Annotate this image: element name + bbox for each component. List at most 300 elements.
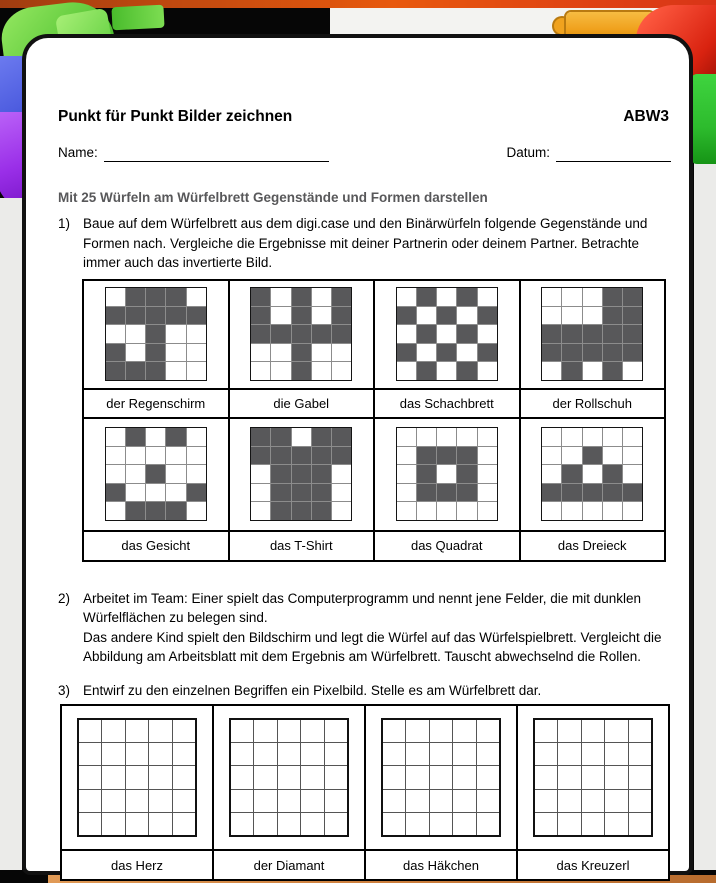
puzzle-piece-green-right (691, 74, 716, 164)
pixel-image-cell (520, 280, 666, 389)
empty-cell[interactable] (173, 790, 195, 812)
empty-cell[interactable] (453, 720, 475, 742)
pixel-cell-light (166, 344, 185, 362)
pixel-cell-light (126, 484, 145, 502)
pixel-cell-light (126, 325, 145, 343)
pixel-cell-dark (292, 484, 311, 502)
pixel-cell-dark (166, 307, 185, 325)
empty-cell[interactable] (102, 743, 124, 765)
empty-cell[interactable] (535, 720, 557, 742)
pixel-cell-dark (583, 447, 602, 465)
pixel-cell-light (166, 325, 185, 343)
pixel-cell-dark (292, 502, 311, 520)
page-margin-right (694, 160, 716, 870)
empty-cell[interactable] (582, 720, 604, 742)
pixel-cell-dark (126, 428, 145, 446)
empty-cell[interactable] (383, 766, 405, 788)
pixel-cell-light (478, 428, 497, 446)
pixel-cell-dark (397, 307, 416, 325)
empty-cell[interactable] (477, 813, 499, 835)
empty-cell[interactable] (477, 790, 499, 812)
pixel-cell-dark (332, 325, 351, 343)
empty-cell[interactable] (453, 790, 475, 812)
pixel-cell-light (437, 288, 456, 306)
empty-cell[interactable] (383, 790, 405, 812)
empty-cell[interactable] (558, 743, 580, 765)
pixel-cell-dark (312, 447, 331, 465)
pixel-cell-dark (603, 325, 622, 343)
pixel-cell-dark (106, 307, 125, 325)
empty-cell[interactable] (629, 813, 651, 835)
empty-cell[interactable] (325, 790, 347, 812)
empty-cell[interactable] (149, 790, 171, 812)
empty-cell[interactable] (231, 720, 253, 742)
pixel-cell-light (397, 325, 416, 343)
pixel-grid-dreieck (541, 427, 643, 521)
pixel-cell-light (106, 288, 125, 306)
pixel-cell-light (437, 362, 456, 380)
empty-cell[interactable] (102, 720, 124, 742)
pixel-cell-light (623, 465, 642, 483)
empty-cell[interactable] (582, 790, 604, 812)
pixel-cell-dark (417, 484, 436, 502)
pixel-cell-light (583, 288, 602, 306)
pixel-cell-dark (271, 484, 290, 502)
pixel-cell-dark (437, 447, 456, 465)
design-label: das Herz (61, 850, 213, 880)
empty-cell[interactable] (477, 720, 499, 742)
empty-cell[interactable] (173, 813, 195, 835)
task-3-text: Entwirf zu den einzelnen Begriffen ein Pixelbild. Stelle es am Würfelbrett dar. (83, 682, 542, 698)
pixel-label: das Dreieck (520, 531, 666, 561)
pixel-cell-dark (312, 465, 331, 483)
pixel-cell-light (623, 447, 642, 465)
pixel-cell-dark (332, 307, 351, 325)
empty-cell[interactable] (406, 720, 428, 742)
empty-cell[interactable] (102, 790, 124, 812)
pixel-cell-dark (332, 288, 351, 306)
date-label: Datum: (506, 145, 550, 160)
pixel-cell-dark (292, 288, 311, 306)
empty-cell[interactable] (79, 813, 101, 835)
pixel-grid-schachbrett (396, 287, 498, 381)
pixel-cell-light (397, 428, 416, 446)
empty-grid-herz[interactable] (77, 718, 197, 837)
pixel-image-cell (229, 280, 375, 389)
pixel-cell-dark (603, 465, 622, 483)
empty-grid-diamant[interactable] (229, 718, 349, 837)
pixel-cell-light (187, 325, 206, 343)
empty-cell[interactable] (254, 743, 276, 765)
empty-cell[interactable] (582, 743, 604, 765)
empty-cell[interactable] (430, 743, 452, 765)
empty-cell[interactable] (278, 743, 300, 765)
empty-cell[interactable] (79, 790, 101, 812)
pixel-image-cell (520, 418, 666, 531)
pixel-cell-light (146, 447, 165, 465)
empty-cell[interactable] (629, 720, 651, 742)
pixel-cell-light (332, 344, 351, 362)
pixel-cell-dark (437, 344, 456, 362)
pixel-cell-light (437, 465, 456, 483)
empty-cell[interactable] (79, 743, 101, 765)
pixel-cell-dark (292, 362, 311, 380)
empty-cell[interactable] (149, 766, 171, 788)
pixel-cell-dark (457, 484, 476, 502)
pixel-cell-dark (292, 344, 311, 362)
pixel-cell-light (251, 502, 270, 520)
pixel-cell-light (126, 447, 145, 465)
pixel-cell-light (397, 502, 416, 520)
pixel-cell-light (457, 428, 476, 446)
pixel-grid-rollschuh (541, 287, 643, 381)
task-2-paragraph-1: Arbeitet im Team: Einer spielt das Computerprogramm und nennt jene Felder, die mit dunklen Würfelflächen zu belegen sind. (83, 590, 642, 625)
pixel-cell-light (271, 344, 290, 362)
empty-cell[interactable] (406, 743, 428, 765)
design-grids-table (60, 704, 670, 881)
pixel-cell-dark (271, 325, 290, 343)
pixel-cell-light (271, 362, 290, 380)
empty-cell[interactable] (301, 813, 323, 835)
pixel-cell-light (478, 465, 497, 483)
pixel-cell-dark (583, 325, 602, 343)
empty-cell[interactable] (453, 743, 475, 765)
pixel-cell-light (542, 428, 561, 446)
task-2-paragraph-2: Das andere Kind spielt den Bildschirm und legt die Würfel auf das Würfelspielbrett. Vergleicht die Abbildung am Arbeitsblatt mit dem Ergebnis am Würfelbrett. Tauscht abwechselnd die Rollen. (83, 629, 662, 664)
worksheet-code: ABW3 (623, 108, 669, 125)
empty-cell[interactable] (325, 720, 347, 742)
empty-cell[interactable] (149, 813, 171, 835)
pixel-label: das Schachbrett (374, 389, 520, 418)
pixel-cell-dark (126, 307, 145, 325)
task-1-number: 1) (58, 216, 71, 231)
empty-cell[interactable] (605, 720, 627, 742)
pixel-cell-light (126, 465, 145, 483)
empty-cell[interactable] (325, 813, 347, 835)
pixel-cell-light (126, 344, 145, 362)
task-3 (58, 681, 671, 701)
empty-cell[interactable] (278, 790, 300, 812)
pixel-cell-dark (126, 288, 145, 306)
empty-cell[interactable] (254, 813, 276, 835)
empty-grid-cell[interactable] (61, 705, 213, 850)
pixel-cell-light (166, 484, 185, 502)
page-content (26, 38, 689, 871)
empty-cell[interactable] (430, 720, 452, 742)
pixel-cell-light (166, 362, 185, 380)
pixel-cell-dark (417, 465, 436, 483)
name-blank-line[interactable] (104, 146, 329, 162)
pixel-cell-dark (478, 307, 497, 325)
page-margin-left (0, 198, 22, 870)
pixel-cell-dark (271, 447, 290, 465)
empty-cell[interactable] (301, 720, 323, 742)
pixel-cell-dark (623, 307, 642, 325)
pixel-cell-dark (457, 447, 476, 465)
empty-cell[interactable] (126, 766, 148, 788)
pixel-cell-light (312, 362, 331, 380)
pixel-cell-light (457, 344, 476, 362)
pixel-cell-light (332, 362, 351, 380)
pixel-cell-dark (332, 447, 351, 465)
pixel-cell-light (562, 307, 581, 325)
empty-cell[interactable] (231, 813, 253, 835)
empty-cell[interactable] (605, 813, 627, 835)
top-color-bar (0, 0, 716, 8)
task-3-number: 3) (58, 682, 71, 698)
pixel-cell-dark (126, 362, 145, 380)
pixel-cell-light (187, 447, 206, 465)
pixel-cell-dark (106, 362, 125, 380)
pixel-cell-dark (417, 362, 436, 380)
pixel-cell-light (583, 428, 602, 446)
empty-cell[interactable] (102, 813, 124, 835)
empty-cell[interactable] (301, 790, 323, 812)
date-blank-line[interactable] (556, 146, 671, 162)
pixel-cell-dark (271, 428, 290, 446)
empty-cell[interactable] (605, 743, 627, 765)
empty-cell[interactable] (535, 743, 557, 765)
pixel-cell-light (542, 362, 561, 380)
pixel-cell-dark (623, 325, 642, 343)
pixel-cell-light (146, 484, 165, 502)
pixel-cell-dark (542, 325, 561, 343)
empty-cell[interactable] (582, 813, 604, 835)
pixel-cell-light (146, 428, 165, 446)
pixel-image-cell (229, 418, 375, 531)
date-field (506, 143, 671, 162)
empty-cell[interactable] (477, 766, 499, 788)
pixel-cell-light (437, 502, 456, 520)
pixel-cell-light (417, 307, 436, 325)
empty-cell[interactable] (79, 766, 101, 788)
empty-cell[interactable] (231, 743, 253, 765)
pixel-cell-light (332, 484, 351, 502)
pixel-cell-dark (292, 325, 311, 343)
empty-grid-kreuzerl[interactable] (533, 718, 653, 837)
pixel-cell-dark (437, 484, 456, 502)
empty-cell[interactable] (149, 720, 171, 742)
empty-cell[interactable] (558, 790, 580, 812)
empty-cell[interactable] (383, 813, 405, 835)
name-field (58, 143, 329, 162)
pixel-cell-dark (146, 344, 165, 362)
pixel-cell-light (251, 465, 270, 483)
empty-cell[interactable] (406, 766, 428, 788)
empty-cell[interactable] (582, 766, 604, 788)
worksheet-page (22, 34, 693, 875)
pixel-cell-light (542, 307, 561, 325)
page-title: Punkt für Punkt Bilder zeichnen (58, 108, 293, 125)
pixel-cell-light (542, 502, 561, 520)
pixel-cell-dark (603, 288, 622, 306)
empty-cell[interactable] (126, 743, 148, 765)
pixel-cell-light (603, 502, 622, 520)
pixel-cell-light (478, 325, 497, 343)
pixel-grid-quadrat (396, 427, 498, 521)
empty-cell[interactable] (629, 790, 651, 812)
empty-cell[interactable] (79, 720, 101, 742)
pixel-image-cell (374, 418, 520, 531)
pixel-cell-dark (166, 428, 185, 446)
design-label: das Häkchen (365, 850, 517, 880)
empty-cell[interactable] (629, 743, 651, 765)
pixel-cell-light (312, 344, 331, 362)
empty-cell[interactable] (535, 790, 557, 812)
empty-cell[interactable] (406, 790, 428, 812)
empty-cell[interactable] (278, 720, 300, 742)
pixel-cell-dark (332, 428, 351, 446)
pixel-cell-light (478, 484, 497, 502)
empty-cell[interactable] (231, 766, 253, 788)
empty-cell[interactable] (325, 743, 347, 765)
pixel-cell-light (623, 362, 642, 380)
empty-cell[interactable] (102, 766, 124, 788)
pixel-cell-dark (603, 484, 622, 502)
empty-cell[interactable] (254, 766, 276, 788)
pixel-cell-dark (146, 502, 165, 520)
name-date-row (58, 143, 671, 162)
empty-cell[interactable] (254, 720, 276, 742)
pixel-grid-gesicht (105, 427, 207, 521)
pixel-cell-light (437, 428, 456, 446)
empty-cell[interactable] (430, 790, 452, 812)
pixel-cell-light (251, 484, 270, 502)
pixel-cell-light (583, 502, 602, 520)
task-2 (58, 589, 671, 667)
empty-cell[interactable] (325, 766, 347, 788)
empty-cell[interactable] (453, 813, 475, 835)
pixel-cell-light (417, 428, 436, 446)
pixel-cell-dark (146, 325, 165, 343)
pixel-cell-dark (146, 465, 165, 483)
pixel-grid-tshirt (250, 427, 352, 521)
pixel-cell-light (397, 362, 416, 380)
pixel-cell-dark (312, 428, 331, 446)
pixel-cell-light (166, 447, 185, 465)
empty-grid-cell[interactable] (517, 705, 669, 850)
empty-cell[interactable] (173, 766, 195, 788)
pixel-cell-light (457, 307, 476, 325)
pixel-cell-dark (457, 362, 476, 380)
empty-cell[interactable] (231, 790, 253, 812)
empty-cell[interactable] (126, 720, 148, 742)
pixel-cell-light (542, 447, 561, 465)
pixel-cell-light (166, 465, 185, 483)
pixel-cell-light (417, 344, 436, 362)
pixel-cell-dark (146, 362, 165, 380)
empty-grid-haekchen[interactable] (381, 718, 501, 837)
pixel-cell-dark (397, 344, 416, 362)
empty-cell[interactable] (173, 720, 195, 742)
pixel-cell-dark (562, 465, 581, 483)
pixel-cell-dark (562, 484, 581, 502)
pixel-cell-light (271, 307, 290, 325)
pixel-cell-light (106, 428, 125, 446)
empty-cell[interactable] (254, 790, 276, 812)
empty-cell[interactable] (173, 743, 195, 765)
pixel-cell-dark (166, 288, 185, 306)
empty-grid-cell[interactable] (213, 705, 365, 850)
empty-cell[interactable] (149, 743, 171, 765)
pixel-cell-light (397, 484, 416, 502)
empty-cell[interactable] (301, 743, 323, 765)
empty-cell[interactable] (453, 766, 475, 788)
pixel-cell-light (542, 465, 561, 483)
pixel-cell-light (332, 502, 351, 520)
pixel-cell-light (457, 502, 476, 520)
pixel-cell-light (603, 428, 622, 446)
pixel-cell-light (187, 344, 206, 362)
empty-cell[interactable] (406, 813, 428, 835)
pixel-cell-dark (478, 344, 497, 362)
empty-cell[interactable] (430, 813, 452, 835)
empty-cell[interactable] (477, 743, 499, 765)
pixel-cell-light (562, 502, 581, 520)
empty-cell[interactable] (383, 720, 405, 742)
pixel-cell-dark (437, 307, 456, 325)
pixel-grid-regenschirm (105, 287, 207, 381)
empty-cell[interactable] (535, 766, 557, 788)
pixel-cell-dark (292, 447, 311, 465)
pixel-cell-light (478, 288, 497, 306)
header-row (58, 107, 671, 127)
pixel-cell-light (332, 465, 351, 483)
empty-cell[interactable] (629, 766, 651, 788)
empty-cell[interactable] (278, 766, 300, 788)
empty-cell[interactable] (558, 720, 580, 742)
pixel-cell-light (251, 344, 270, 362)
pixel-cell-dark (417, 325, 436, 343)
empty-cell[interactable] (430, 766, 452, 788)
design-label: der Diamant (213, 850, 365, 880)
pixel-cell-dark (623, 484, 642, 502)
empty-cell[interactable] (605, 766, 627, 788)
puzzle-piece-green-tab (111, 5, 164, 31)
pixel-cell-dark (251, 325, 270, 343)
pixel-cell-light (397, 465, 416, 483)
empty-cell[interactable] (126, 790, 148, 812)
pixel-cell-light (542, 288, 561, 306)
empty-cell[interactable] (558, 766, 580, 788)
pixel-cell-dark (251, 447, 270, 465)
pixel-cell-dark (146, 307, 165, 325)
empty-cell[interactable] (558, 813, 580, 835)
pixel-cell-light (106, 447, 125, 465)
pixel-cell-light (562, 428, 581, 446)
task-1-text: Baue auf dem Würfelbrett aus dem digi.case und den Binärwürfeln folgende Gegenstände und Formen nach. Vergleiche die Ergebnisse mit deiner Partnerin oder deinem Partner. Betrachte immer auch das invertierte Bild. (83, 216, 648, 270)
pixel-cell-light (106, 325, 125, 343)
pixel-cell-light (397, 447, 416, 465)
empty-cell[interactable] (605, 790, 627, 812)
pixel-cell-dark (603, 344, 622, 362)
pixel-cell-dark (542, 344, 561, 362)
pixel-cell-light (397, 288, 416, 306)
empty-cell[interactable] (301, 766, 323, 788)
pixel-cell-dark (106, 344, 125, 362)
pixel-cell-dark (126, 502, 145, 520)
empty-cell[interactable] (126, 813, 148, 835)
empty-cell[interactable] (383, 743, 405, 765)
empty-grid-cell[interactable] (365, 705, 517, 850)
empty-cell[interactable] (278, 813, 300, 835)
pixel-cell-dark (603, 307, 622, 325)
pixel-cell-light (478, 502, 497, 520)
pixel-cell-light (106, 502, 125, 520)
pixel-label: der Rollschuh (520, 389, 666, 418)
task-1 (58, 214, 671, 273)
empty-cell[interactable] (535, 813, 557, 835)
